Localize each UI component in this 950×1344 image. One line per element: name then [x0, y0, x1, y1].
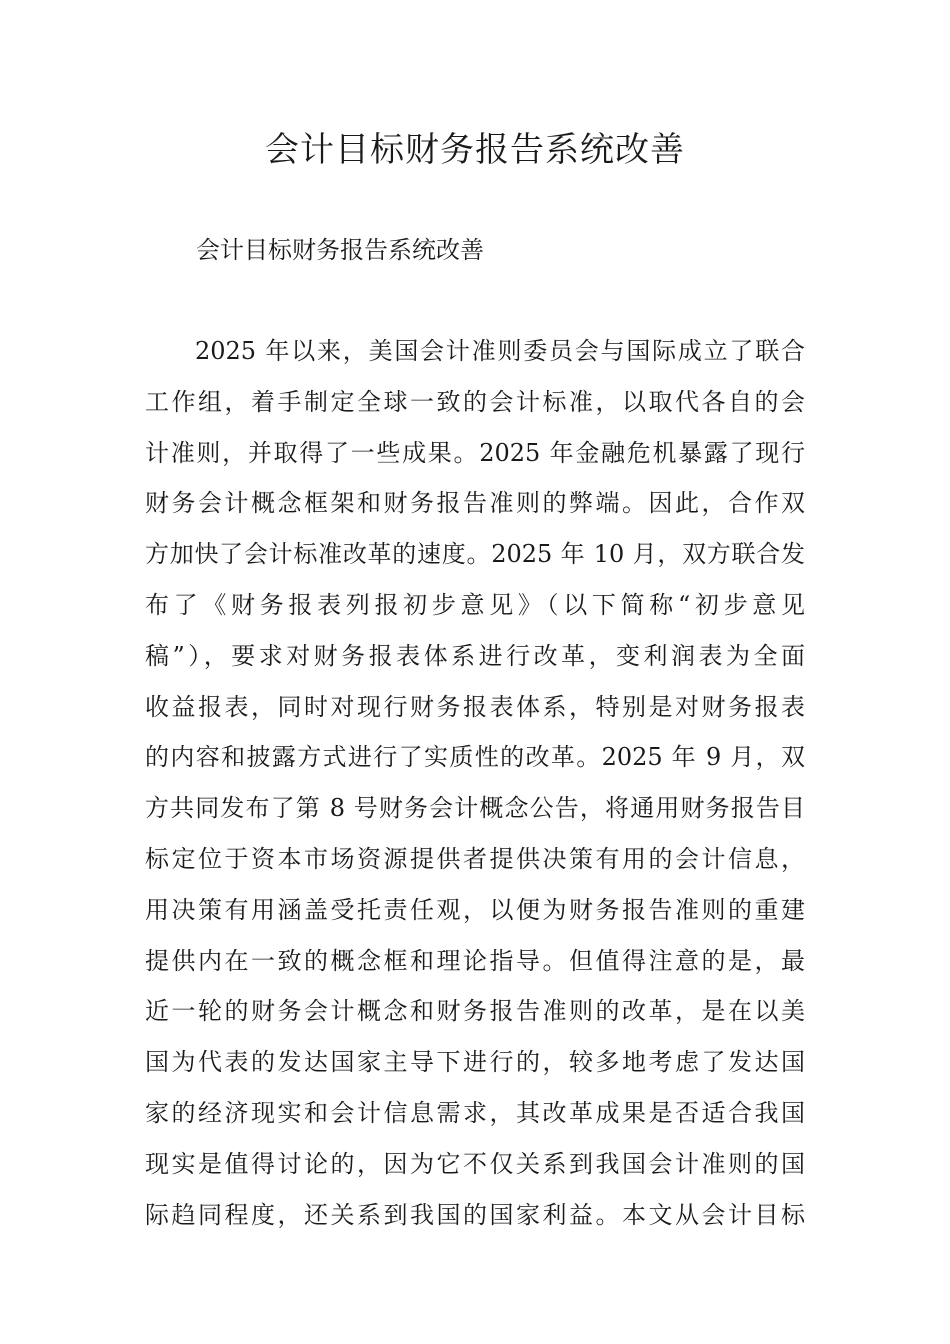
paragraph-line: 际趋同程度，还关系到我国的国家利益。本文从会计目标 — [145, 1200, 805, 1229]
paragraph-line: 稿”），要求对财务报表体系进行改革，变利润表为全面 — [145, 641, 805, 670]
paragraph-line: 国为代表的发达国家主导下进行的，较多地考虑了发达国 — [145, 1048, 805, 1077]
paragraph-line: 方加快了会计标准改革的速度。2025 年 10 月，双方联合发 — [145, 540, 805, 569]
paragraph-line: 方共同发布了第 8 号财务会计概念公告，将通用财务报告目 — [145, 794, 805, 823]
paragraph-line: 财务会计概念框架和财务报告准则的弊端。因此，合作双 — [145, 489, 805, 518]
paragraph-line: 收益报表，同时对现行财务报表体系，特别是对财务报表 — [145, 692, 805, 721]
document-subtitle: 会计目标财务报告系统改善 — [196, 236, 484, 264]
paragraph-line: 布了《财务报表列报初步意见》（以下简称“初步意见 — [145, 590, 805, 619]
paragraph-line: 标定位于资本市场资源提供者提供决策有用的会计信息， — [145, 844, 805, 873]
paragraph-line: 近一轮的财务会计概念和财务报告准则的改革，是在以美 — [145, 997, 805, 1026]
document-title: 会计目标财务报告系统改善 — [265, 130, 685, 170]
paragraph-line: 计准则，并取得了一些成果。2025 年金融危机暴露了现行 — [145, 438, 805, 467]
paragraph-line: 工作组，着手制定全球一致的会计标准，以取代各自的会 — [145, 387, 805, 416]
paragraph-line: 现实是值得讨论的，因为它不仅关系到我国会计准则的国 — [145, 1149, 805, 1178]
paragraph-line: 用决策有用涵盖受托责任观，以便为财务报告准则的重建 — [145, 895, 805, 924]
body-paragraph — [145, 334, 805, 1248]
paragraph-line: 的内容和披露方式进行了实质性的改革。2025 年 9 月，双 — [145, 743, 805, 772]
paragraph-line: 家的经济现实和会计信息需求，其改革成果是否适合我国 — [145, 1098, 805, 1127]
paragraph-line: 提供内在一致的概念框和理论指导。但值得注意的是，最 — [145, 946, 805, 975]
paragraph-line: 2025 年以来，美国会计准则委员会与国际成立了联合 — [195, 337, 805, 365]
